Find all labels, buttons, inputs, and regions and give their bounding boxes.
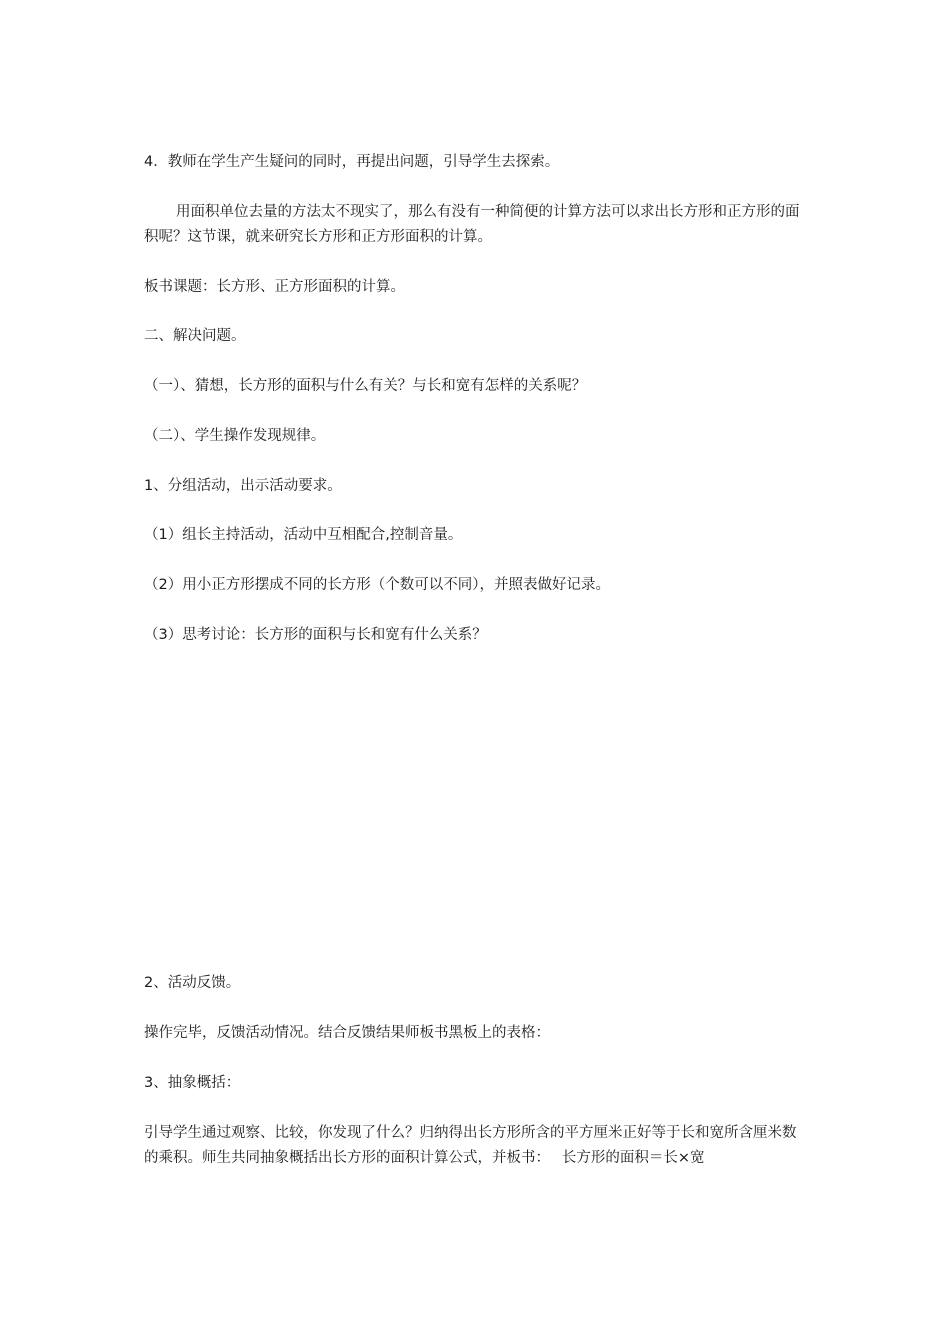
section-heading-2: 二、解决问题。 bbox=[144, 328, 246, 344]
paragraph-guess: （一）、猜想，长方形的面积与什么有关？与长和宽有怎样的关系呢？ bbox=[144, 378, 587, 394]
paragraph-requirement-3: （3）思考讨论：长方形的面积与长和宽有什么关系？ bbox=[144, 627, 487, 643]
paragraph-group-activity: 1、分组活动，出示活动要求。 bbox=[144, 478, 342, 494]
paragraph-operation: （二）、学生操作发现规律。 bbox=[144, 428, 326, 444]
paragraph-feedback: 2、活动反馈。 bbox=[144, 975, 241, 991]
paragraph-board-title: 板书课题：长方形、正方形面积的计算。 bbox=[144, 279, 405, 295]
paragraph-requirement-2: （2）用小正方形摆成不同的长方形（个数可以不同），并照表做好记录。 bbox=[144, 577, 610, 593]
paragraph-requirement-1: （1）组长主持活动，活动中互相配合,控制音量。 bbox=[144, 527, 463, 543]
paragraph-feedback-detail: 操作完毕，反馈活动情况。结合反馈结果师板书黑板上的表格： bbox=[144, 1025, 550, 1041]
paragraph-abstract: 3、抽象概括： bbox=[144, 1075, 241, 1091]
paragraph-step-4: 4．教师在学生产生疑问的同时，再提出问题，引导学生去探索。 bbox=[144, 154, 560, 170]
paragraph-formula: 引导学生通过观察、比较，你发现了什么？归纳得出长方形所含的平方厘米正好等于长和宽所含厘米数的乘积。师生共同抽象概括出长方形的面积计算公式，并板书： 长方形的面积＝长×宽 bbox=[144, 1125, 797, 1166]
paragraph-intro: 用面积单位去量的方法太不现实了，那么有没有一种简便的计算方法可以求出长方形和正方形的面积呢？这节课，就来研究长方形和正方形面积的计算。 bbox=[144, 204, 800, 245]
